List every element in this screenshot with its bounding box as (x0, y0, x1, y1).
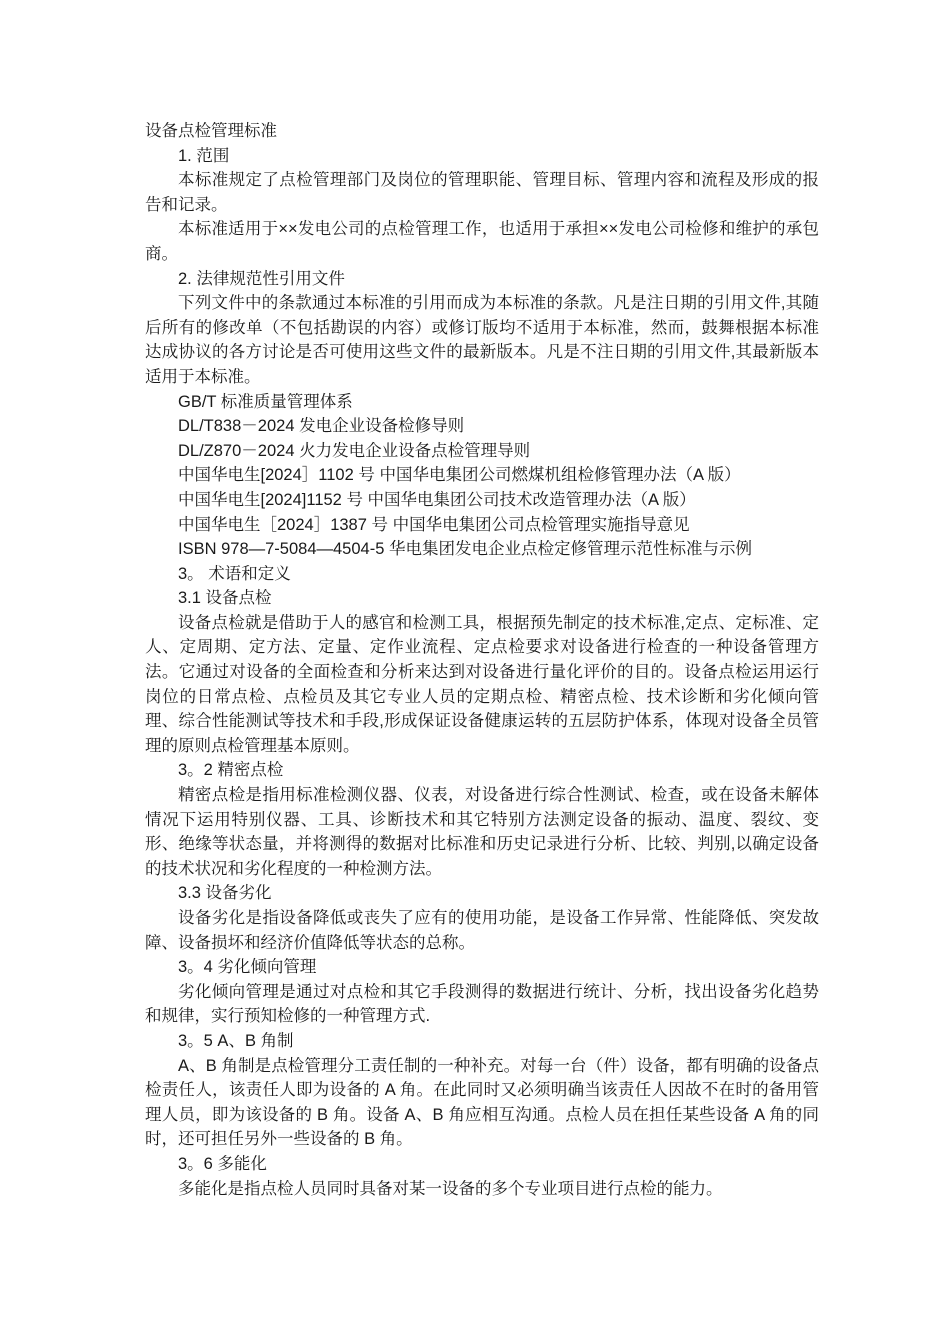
body-paragraph: 精密点检是指用标准检测仪器、仪表，对设备进行综合性测试、检查，或在设备未解体情况下运用特别仪器、工具、诊断技术和其它特别方法测定设备的振动、温度、裂纹、变形、绝缘等状态量，并将测得的数据对比标准和历史记录进行分析、比较、判别,以确定设备的技术状况和劣化程度的一种检测方法。 (145, 786, 819, 878)
section-heading: 3。4 劣化倾向管理 (178, 958, 317, 977)
body-paragraph: 本标准适用于××发电公司的点检管理工作，也适用于承担××发电公司检修和维护的承包商。 (145, 220, 819, 263)
reference-item: GB/T 标准质量管理体系 (178, 392, 353, 411)
body-paragraph: 设备劣化是指设备降低或丧失了应有的使用功能，是设备工作异常、性能降低、突发故障、设备损坏和经济价值降低等状态的总称。 (145, 909, 819, 952)
body-paragraph: 下列文件中的条款通过本标准的引用而成为本标准的条款。凡是注日期的引用文件,其随后所有的修改单（不包括勘误的内容）或修订版均不适用于本标准，然而，鼓舞根据本标准达成协议的各方讨论是否可使用这些文件的最新版本。凡是不注日期的引用文件,其最新版本适用于本标准。 (145, 294, 819, 386)
document-title: 设备点检管理标准 (145, 122, 277, 140)
reference-item: ISBN 978—7-5084—4504-5 华电集团发电企业点检定修管理示范性标准与示例 (178, 540, 752, 559)
section-heading: 1. 范围 (178, 146, 230, 165)
section-heading: 3.3 设备劣化 (178, 884, 272, 903)
reference-item: 中国华电生［2024］1387 号 中国华电集团公司点检管理实施指导意见 (178, 515, 690, 534)
reference-item: 中国华电生[2024］1102 号 中国华电集团公司燃煤机组检修管理办法（A 版） (178, 466, 741, 485)
reference-item: DL/Z870－2024 火力发电企业设备点检管理导则 (178, 441, 531, 460)
body-paragraph: 劣化倾向管理是通过对点检和其它手段测得的数据进行统计、分析，找出设备劣化趋势和规律，实行预知检修的一种管理方式. (145, 982, 819, 1026)
body-paragraph: 多能化是指点检人员同时具备对某一设备的多个专业项目进行点检的能力。 (178, 1179, 723, 1198)
section-heading: 3。6 多能化 (178, 1154, 267, 1173)
body-paragraph: 本标准规定了点检管理部门及岗位的管理职能、管理目标、管理内容和流程及形成的报告和记录。 (145, 171, 819, 214)
section-heading: 3。 术语和定义 (178, 564, 291, 583)
reference-item: DL/T838－2024 发电企业设备检修导则 (178, 417, 465, 436)
body-paragraph: 设备点检就是借助于人的感官和检测工具，根据预先制定的技术标准,定点、定标准、定人、定周期、定方法、定量、定作业流程、定点检要求对设备进行检查的一种设备管理方法。它通过对设备的全面检查和分析来达到对设备进行量化评价的目的。设备点检运用运行岗位的日常点检、点检员及其它专业人员的定期点检、精密点检、技术诊断和劣化倾向管理、综合性能测试等技术和手段,形成保证设备健康运转的五层防护体系，体现对设备全员管理的原则点检管理基本原则。 (145, 613, 819, 755)
reference-item: 中国华电生[2024]1152 号 中国华电集团公司技术改造管理办法（A 版） (178, 490, 696, 509)
body-paragraph: A、B 角制是点检管理分工责任制的一种补充。对每一台（件）设备，都有明确的设备点检责任人，该责任人即为设备的 A 角。在此同时又必须明确当该责任人因故不在时的备用管理人员，即为该设备的 B 角。设备 A、B 角应相互沟通。点检人员在担任某些设备 A 角的同时，还可担任另外一些设备的 B 角。 (145, 1056, 819, 1149)
section-heading: 2. 法律规范性引用文件 (178, 269, 345, 288)
section-heading: 3。5 A、B 角制 (178, 1031, 294, 1050)
section-heading: 3.1 设备点检 (178, 589, 272, 608)
section-heading: 3。2 精密点检 (178, 761, 284, 780)
document-content (145, 119, 819, 1201)
